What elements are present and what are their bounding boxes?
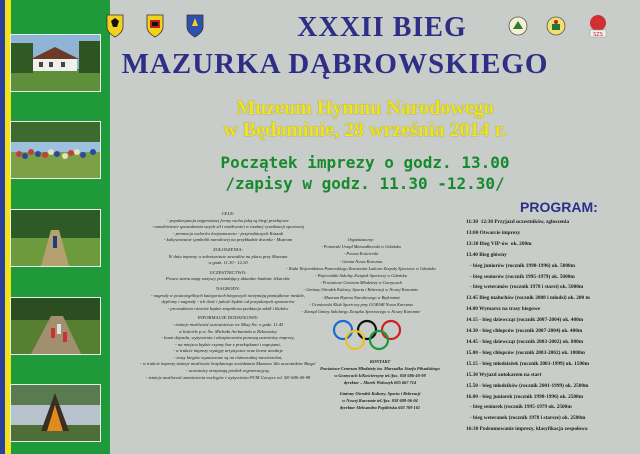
rule-line: dyplomy i nagrody - ich ilość i jakość będzie od pozyskanych sponsorów — [161, 299, 295, 305]
program-item: - bieg weteranów (rocznik 1978 i starsi) ok. 5000m — [466, 284, 584, 291]
program-item: - bieg seniorek (rocznik 1995-1979 ok. 2500m — [466, 404, 572, 411]
rule-line: - w trakcie imprezy istnieje możliwość bezpłatnego zwiedzania Muzeum 'dla uczestników Biegu' — [140, 361, 316, 367]
rule-line: w godz. 11.30 - 12.30 — [208, 260, 248, 266]
organizer-item: - Muzeum Hymnu Narodowego w Będominie — [321, 294, 401, 300]
crest-koscierzyna-icon — [146, 14, 164, 38]
organizer-item: - Gminny Ośrodek Kultury, Sportu i Rekreacji w Nowej Karczmie — [303, 287, 419, 293]
start-time: Początek imprezy o godz. 13.00 — [220, 153, 510, 172]
rule-line: - trasy biegów wyznaczone są na różnorodnej nawierzchni, — [173, 354, 283, 360]
svg-text:SZS: SZS — [593, 32, 603, 38]
rule-line: - umożliwienie sprawdzenia swych sił i możliwości w trudnej rywalizacji sportowej — [151, 224, 305, 230]
section-heading: ZGŁOSZENIA: — [213, 246, 243, 252]
contact-line: Gminny Ośrodek Kultury, Sportu i Rekreacji — [339, 391, 421, 396]
section-heading: UCZESTNICTWO: — [209, 269, 247, 275]
olympic-rings-icon — [330, 318, 404, 352]
contact-line: dyrektor – Marek Wołoszyk 605 667 714 — [343, 380, 417, 385]
rule-line: - istnieje możliwość uczestnictwa we Mszy Św. o godz. 11.45 — [172, 321, 284, 327]
program-item: 15.00 - bieg chłopców (rocznik 2003-2002) ok. 1000m — [466, 349, 585, 356]
organizer-item: - Uczniowski Klub Sportowy przy GOKSiR Nowa Karczma — [309, 301, 413, 307]
crest-nowa-karczma-icon — [186, 14, 204, 38]
rule-line: - uczestnicy otrzymają posiłek regeneracyjny, — [186, 368, 270, 374]
photo-bonfire — [10, 384, 101, 442]
crest-pomorskie-icon — [106, 14, 124, 38]
rule-line: - nagrody w poszczególnych kategoriach biegowych otrzymają pamiątkowe medale, — [150, 292, 306, 298]
program-item: 14.30 - bieg chłopców (rocznik 2007-2004) ok. 400m — [466, 328, 583, 335]
photo-museum-manor — [10, 34, 101, 92]
program-item: - bieg seniorów (rocznik 1995-1979) ok. 5000m — [466, 273, 575, 280]
organizer-item: - Pomorski Urząd Marszałkowski w Gdańsku — [321, 244, 401, 250]
rule-line: - popularyzacja najprostszej formy ruchu jaką są biegi przełajowe — [167, 217, 289, 223]
subtitle-museum: Muzeum Hymnu Narodowego — [236, 97, 494, 119]
program-item: 13:00 Otwarcie imprezy — [466, 229, 521, 236]
rule-line: - istnieje możliwość zamówienia noclegów i wyżywienia PCM Gorzyce tel. 58/ 686-40-98 — [145, 374, 311, 380]
organizer-item: - Zarząd Gminy Szkolnego Związku Sportowego w Nowej Karczmie — [301, 309, 421, 315]
contact-line: w Gorzycach k/Kościerzyny tel./fax. 058 686-40-98 — [334, 373, 426, 378]
registration-time: /zapisy w godz. 11.30 -12.30/ — [225, 174, 505, 193]
organizers-list — [256, 243, 466, 315]
program-item: 11:30 12:30 Przyjazd uczestników, zgłoszenia — [466, 219, 569, 225]
program-item: 14.15 - bieg dziewcząt (rocznik 2007-2004) ok. 400m — [466, 317, 584, 324]
contact-line: w Nowej Karczmie tel./fax. 058 688-06-04 — [342, 398, 418, 403]
contact-line: Powiatowe Centrum Młodzieży im. Marszałka Józefa Piłsudskiego — [320, 366, 440, 371]
organizers-block — [256, 236, 466, 315]
organizer-item: - Powiat Kościerski — [343, 251, 379, 257]
program-item: 16:30 Podsumowanie imprezy, klasyfikacja zespołowa — [466, 426, 588, 433]
contact-heading: KONTAKT — [369, 359, 391, 364]
program-title: PROGRAM: — [520, 199, 598, 215]
program-item: 14.45 - bieg dziewcząt (rocznik 2003-2002) ok. 800m — [466, 338, 584, 345]
organizer-item: - Powiatowe Centrum Młodzieży w Gorzycach — [320, 280, 402, 286]
rule-line: w kościele p.w. Św. Michała Archanioła w Rekownicy — [178, 328, 278, 334]
badge-szs-icon — [587, 13, 609, 39]
contact-block — [300, 358, 460, 411]
contact-lines — [300, 365, 460, 411]
program-item: 15.30 Wyjazd autokarem na start — [466, 371, 542, 378]
rule-line: Prawo startu mają wszyscy posiadający aktualne badanie lekarskie — [165, 276, 291, 282]
section-heading: INFORMACJE DODATKOWE: — [197, 315, 259, 321]
program-item: - bieg weteranek (rocznik 1978 i starsze) ok. 2500m — [466, 415, 586, 422]
program-item: 13.45 Bieg maluchów (rocznik 2008 i młodsi) ok. 200 m — [466, 295, 590, 302]
photo-runner-trail — [10, 209, 101, 267]
contact-line: dyrektor Aleksandra Popilińska 603 709 161 — [339, 405, 421, 410]
rule-line: - prowadzona również będzie zespołowa punktacja szkół i klubów — [167, 305, 289, 311]
organizers-heading: Organizatorzy: — [347, 237, 375, 242]
page-title-line2: MAZURKA DĄBROWSKIEGO — [121, 48, 549, 80]
program-item: - bieg juniorów (rocznik 1998-1996) ok. 5000m — [466, 262, 576, 269]
photo-runners-road — [10, 297, 101, 355]
program-item: 16.00 - bieg juniorek (rocznik 1998-1996) ok. 2500m — [466, 393, 584, 400]
program-item: 13:30 Bieg VIP-ów ok. 200m — [466, 240, 532, 247]
organizer-item: - Gmina Nowa Karczma — [339, 258, 383, 264]
section-heading: CELE: — [221, 211, 235, 216]
program-item: 14.00 Wymarsz na trasy biegowe — [466, 306, 541, 313]
section-heading: NAGRODY: — [216, 285, 240, 291]
rule-line: W dniu imprezy w sekretariacie zawodów na placu przy Muzeum — [168, 253, 288, 259]
program-item: 15.50 - bieg młodzików (rocznik 2001-1999) ok. 2500m — [466, 382, 589, 389]
program-item: 13.40 Bieg główny — [466, 251, 507, 258]
page-title-line1: XXXII BIEG — [297, 12, 467, 43]
rule-line: - na miejscu będzie czynny bar z przekąskami i napojami, — [175, 341, 281, 347]
organizer-item: - Rada Województwa Pomorskiego Zrzeszenia Ludowe Zespoły Sportowe w Gdańsku — [286, 265, 436, 271]
rule-line: - promocja walorów krajoznawczo - przyrodniczych Kaszub — [172, 230, 284, 236]
photo-runners-crowd — [10, 121, 101, 179]
organizer-item: - Wojewódzki Szkolny Związek Sportowy w Gdańsku — [315, 273, 407, 279]
rule-line: - w trakcie imprezy występy artystyczne oraz liczne atrakcje — [172, 348, 284, 354]
subtitle-date: w Będominie, 28 września 2014 r. — [223, 119, 507, 141]
rule-line: - kultywowanie symbolik narodowej na przykładzie dworku - Muzeum — [163, 237, 293, 243]
program-item: 15.15 - bieg młodzieżek (rocznik 2001-1999) ok. 1500m — [466, 360, 590, 367]
program-list — [466, 217, 638, 435]
rule-line: - koszt dojazdu, wyżywienia i ubezpieczenia ponoszą uczestnicy imprezy, — [161, 335, 295, 341]
